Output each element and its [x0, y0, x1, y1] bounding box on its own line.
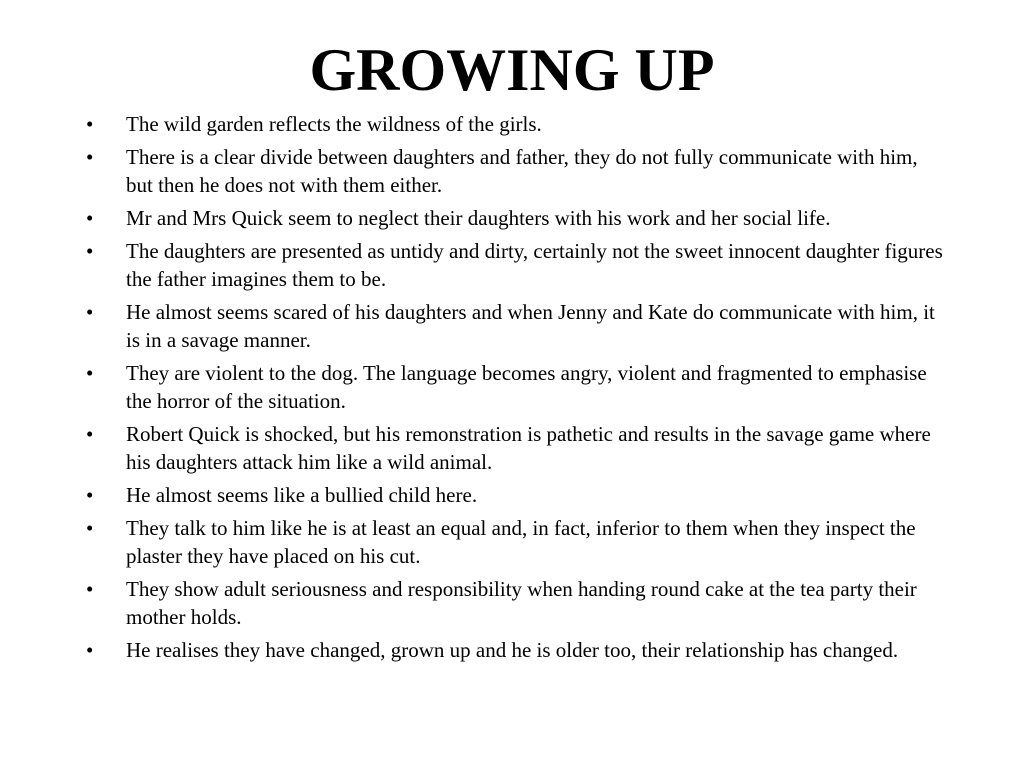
bullet-item	[86, 636, 946, 664]
bullet-list	[86, 110, 946, 669]
bullet-icon: •	[86, 112, 94, 136]
bullet-item	[86, 298, 946, 354]
bullet-icon: •	[86, 239, 94, 263]
bullet-icon: •	[86, 300, 94, 324]
bullet-text: They are violent to the dog. The language becomes angry, violent and fragmented to emphasise the horror of the situation.	[126, 361, 927, 413]
bullet-icon: •	[86, 206, 94, 230]
bullet-text: They show adult seriousness and responsibility when handing round cake at the tea party their mother holds.	[126, 577, 917, 629]
bullet-text: The daughters are presented as untidy and dirty, certainly not the sweet innocent daughter figures the father imagines them to be.	[126, 239, 943, 291]
bullet-text: He almost seems like a bullied child here.	[126, 483, 478, 507]
bullet-item	[86, 481, 946, 509]
bullet-icon: •	[86, 361, 94, 385]
bullet-item	[86, 514, 946, 570]
bullet-text: There is a clear divide between daughters and father, they do not fully communicate with him, but then he does not with them either.	[126, 145, 918, 197]
bullet-icon: •	[86, 483, 94, 507]
bullet-icon: •	[86, 638, 94, 662]
bullet-item	[86, 575, 946, 631]
bullet-item	[86, 359, 946, 415]
bullet-text: Mr and Mrs Quick seem to neglect their daughters with his work and her social life.	[126, 206, 831, 230]
bullet-item	[86, 420, 946, 476]
bullet-icon: •	[86, 422, 94, 446]
bullet-text: He almost seems scared of his daughters and when Jenny and Kate do communicate with him, it is in a savage manner.	[126, 300, 935, 352]
slide-title: GROWING UP	[309, 37, 715, 103]
bullet-item	[86, 204, 946, 232]
bullet-icon: •	[86, 577, 94, 601]
bullet-item	[86, 110, 946, 138]
bullet-text: They talk to him like he is at least an equal and, in fact, inferior to them when they inspect the plaster they have placed on his cut.	[126, 516, 916, 568]
bullet-icon: •	[86, 516, 94, 540]
bullet-item	[86, 237, 946, 293]
bullet-item	[86, 143, 946, 199]
bullet-text: Robert Quick is shocked, but his remonstration is pathetic and results in the savage game where his daughters attack him like a wild animal.	[126, 422, 931, 474]
bullet-icon: •	[86, 145, 94, 169]
bullet-text: He realises they have changed, grown up and he is older too, their relationship has changed.	[126, 638, 899, 662]
bullet-text: The wild garden reflects the wildness of the girls.	[126, 112, 542, 136]
